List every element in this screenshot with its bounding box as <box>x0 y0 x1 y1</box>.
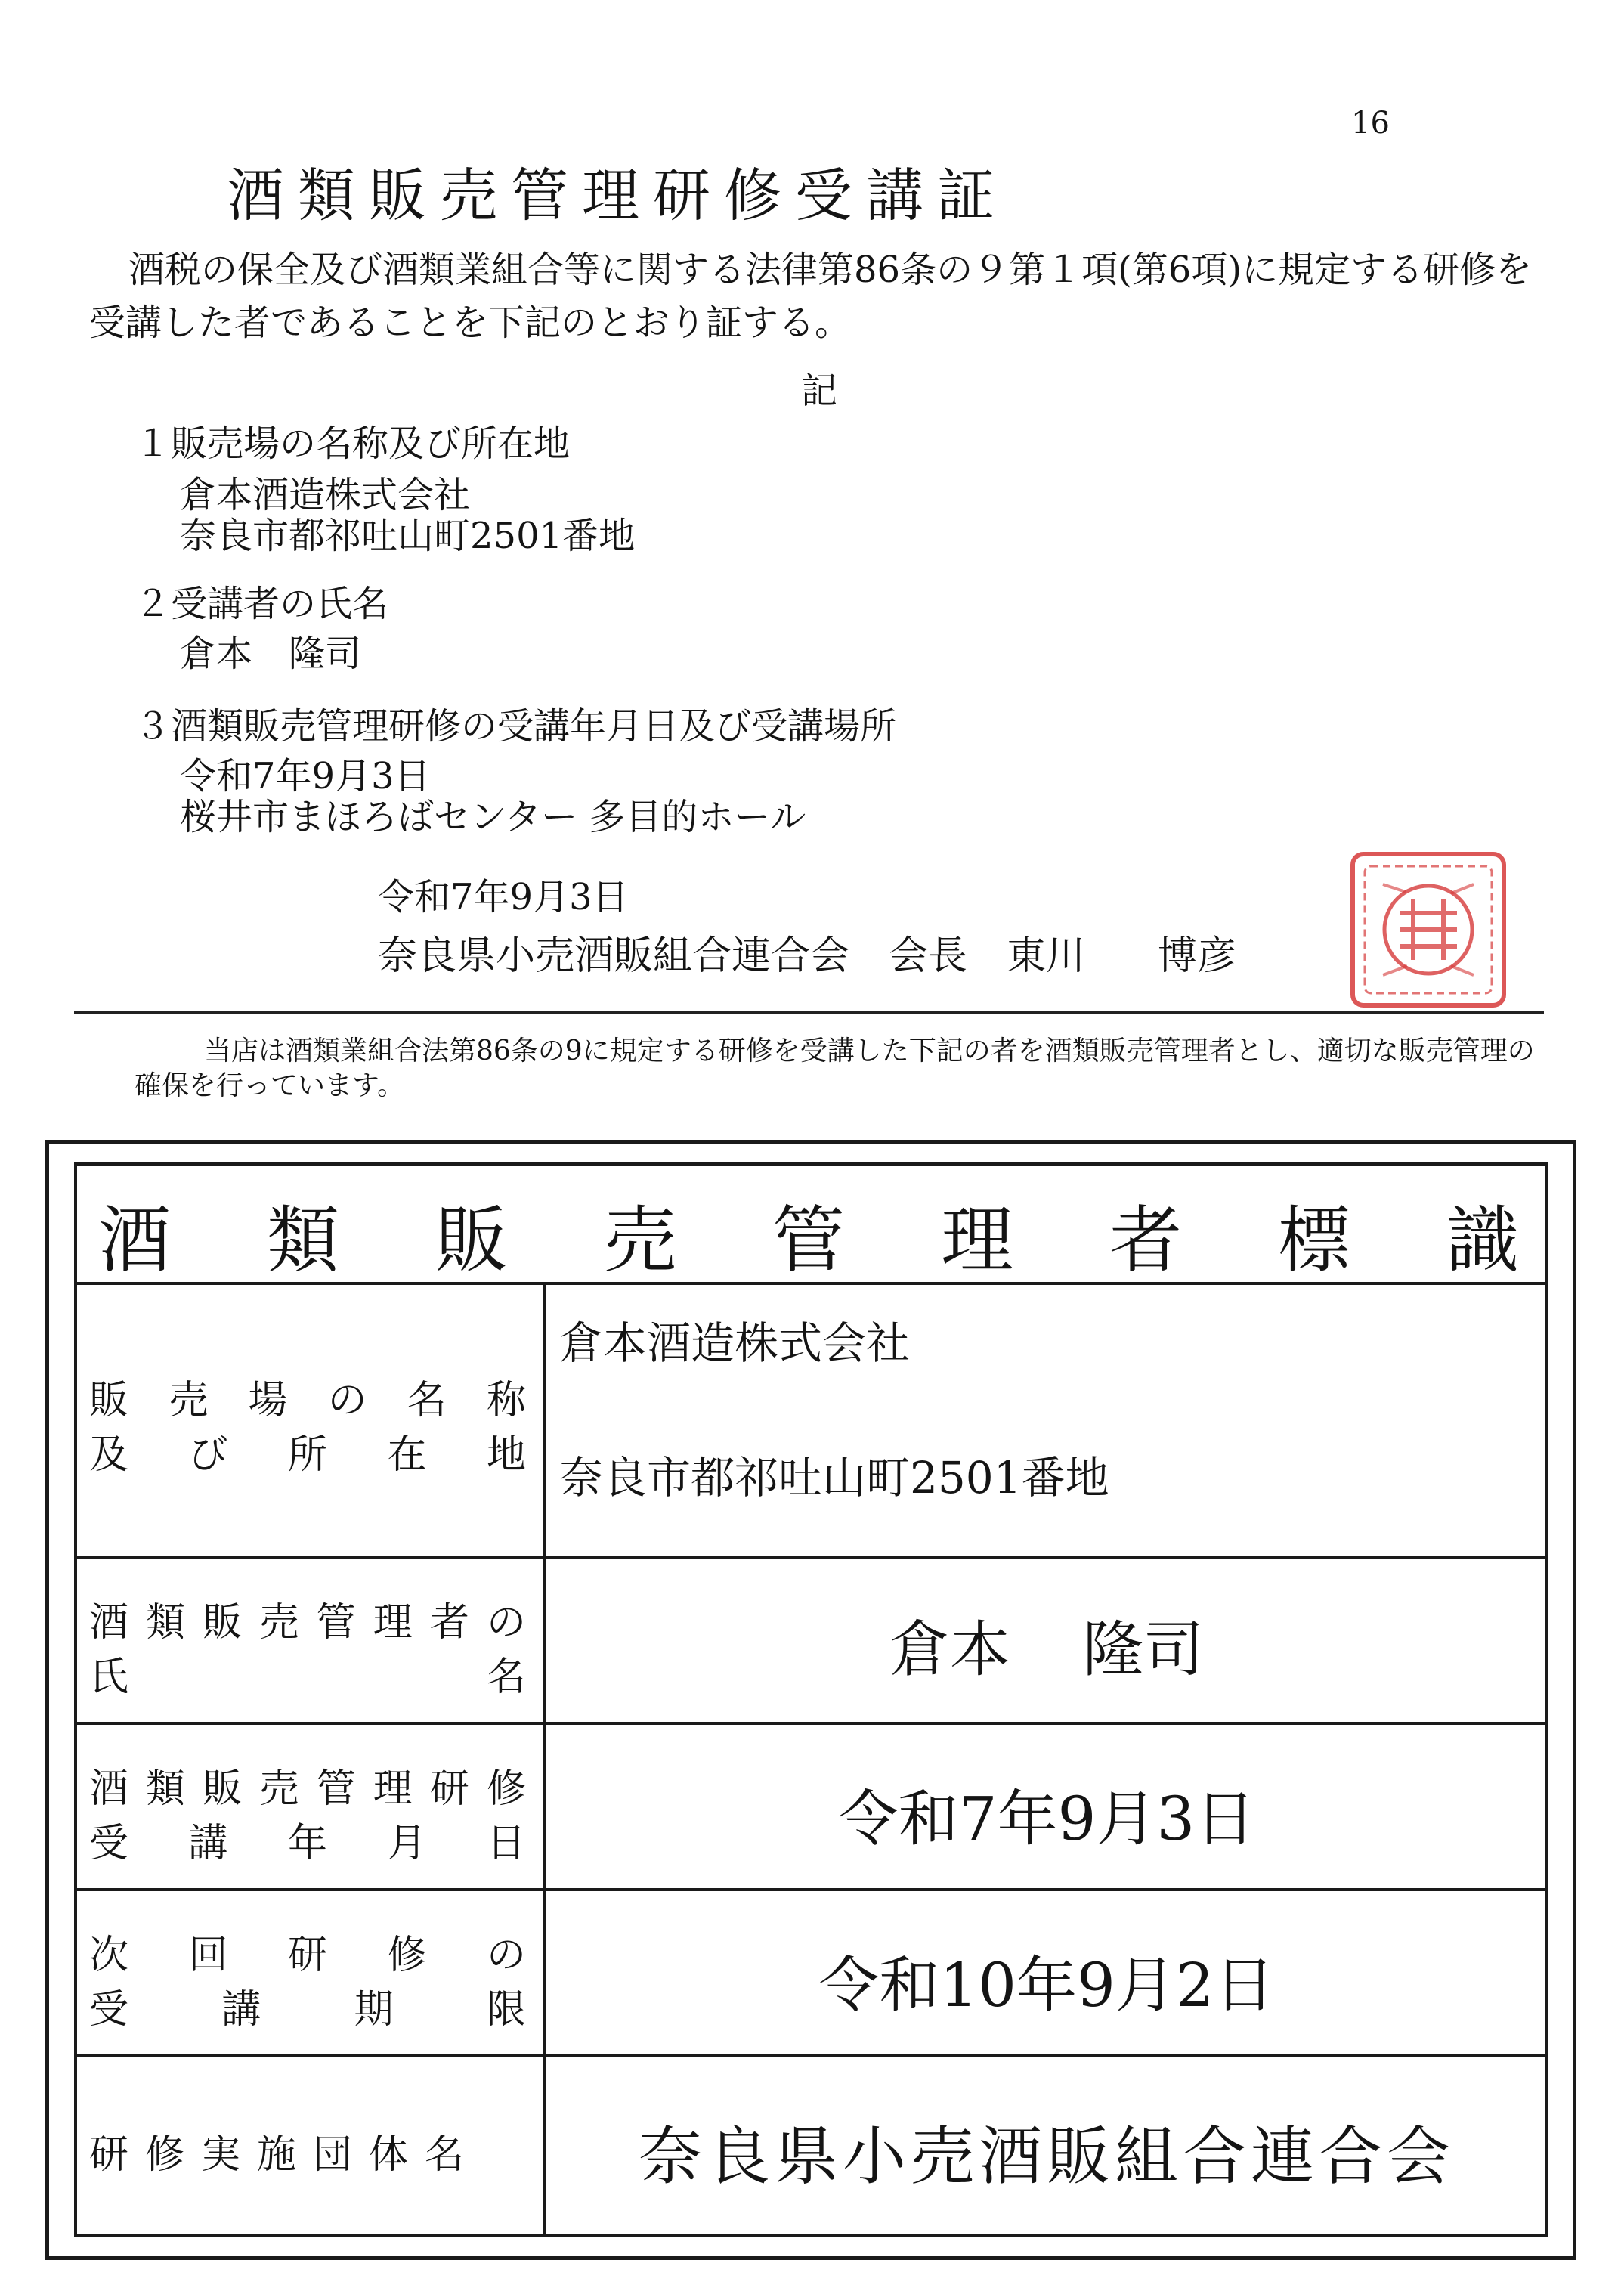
manager-surname: 倉本 <box>889 1614 1010 1685</box>
label-char: 修 <box>387 1933 427 1978</box>
sign-row-divider <box>74 1888 1548 1891</box>
label-char: 酒 <box>89 1600 129 1645</box>
org-label: 研修実施団体名 <box>89 2132 481 2178</box>
label-char: 類 <box>146 1600 186 1645</box>
label-char: 販 <box>203 1766 243 1812</box>
section-1-heading: １販売場の名称及び所在地 <box>135 423 571 465</box>
label-char: 受 <box>89 1821 129 1866</box>
ki-heading: 記 <box>801 370 838 412</box>
official-seal-stamp <box>1338 839 1519 1020</box>
certificate-intro-text: 酒税の保全及び酒類業組合等に関する法律第86条の９第１項(第6項)に規定する研修を受講した者であることを下記のとおり証する。 <box>89 249 1533 344</box>
label-char: 在 <box>387 1432 427 1478</box>
section-3-line-1: 令和7年9月3日 <box>180 755 431 797</box>
sign-title-char: 類 <box>267 1198 339 1283</box>
org-value: 奈良県小売酒販組合連合会 <box>638 2119 1455 2193</box>
sign-title-char: 標 <box>1278 1198 1350 1283</box>
label-char: 酒 <box>89 1766 129 1812</box>
page-number: 16 <box>1351 106 1390 141</box>
label-char: 受 <box>89 1987 129 2032</box>
sign-row-divider <box>74 1722 1548 1725</box>
label-char: 年 <box>287 1821 327 1866</box>
label-char: の <box>486 1933 526 1978</box>
store-notice <box>135 1034 1555 1104</box>
certificate-title: 酒類販売管理研修受講証 <box>227 162 1008 229</box>
section-3-line-2: 桜井市まほろばセンター 多目的ホール <box>180 796 806 838</box>
label-char: 月 <box>387 1821 427 1866</box>
deadline-value: 令和10年9月2日 <box>818 1950 1275 2020</box>
label-char: 販 <box>89 1378 129 1423</box>
sign-column-divider <box>543 1285 546 2234</box>
manager-label-line-1 <box>89 1590 526 1647</box>
label-char: 者 <box>429 1600 469 1645</box>
label-char: 理 <box>373 1766 413 1812</box>
issuer-surname: 東川 <box>1007 933 1086 979</box>
label-char: 販 <box>203 1600 243 1645</box>
label-char: 売 <box>169 1378 209 1423</box>
section-1-line-1: 倉本酒造株式会社 <box>180 474 471 516</box>
manager-name-value <box>546 1601 1548 1688</box>
sign-title-char: 管 <box>772 1198 845 1283</box>
label-char: 管 <box>316 1600 356 1645</box>
label-char: 売 <box>259 1766 299 1812</box>
section-divider <box>74 1011 1544 1014</box>
store-notice-text: 当店は酒類業組合法第86条の9に規定する研修を受講した下記の者を酒類販売管理者とし、適切な販売管理の確保を行っています。 <box>135 1036 1535 1101</box>
label-char: 講 <box>188 1821 228 1866</box>
sign-title-char: 販 <box>435 1198 508 1283</box>
sign-row-divider <box>74 2054 1548 2057</box>
label-char: 回 <box>188 1933 228 1978</box>
section-2-heading: ２受講者の氏名 <box>135 583 389 625</box>
label-char: び <box>188 1432 228 1478</box>
label-char: の <box>327 1378 367 1423</box>
training-date-label-line-1 <box>89 1757 526 1813</box>
label-char: 理 <box>373 1600 413 1645</box>
issuer-title: 会長 <box>889 933 968 979</box>
label-char: 日 <box>486 1821 526 1866</box>
sign-title <box>98 1183 1519 1286</box>
label-char: 地 <box>486 1432 526 1478</box>
label-char: 場 <box>248 1378 288 1423</box>
label-char: 及 <box>89 1432 129 1478</box>
store-address-value: 奈良市都祁吐山町2501番地 <box>559 1452 1109 1503</box>
label-char: 名 <box>486 1655 526 1700</box>
label-char: 研 <box>429 1766 469 1812</box>
label-char: 期 <box>354 1987 394 2032</box>
label-char: 研 <box>287 1933 327 1978</box>
manager-given-name: 隆司 <box>1083 1614 1204 1685</box>
sign-title-char: 理 <box>941 1198 1013 1283</box>
training-date-label-line-2 <box>89 1811 526 1868</box>
label-char: 類 <box>146 1766 186 1812</box>
label-char: 次 <box>89 1933 129 1978</box>
sign-title-char: 者 <box>1109 1198 1182 1283</box>
label-char: 氏 <box>89 1655 129 1700</box>
deadline-label-line-2 <box>89 1977 526 2034</box>
training-date-value: 令和7年9月3日 <box>837 1784 1256 1854</box>
label-char: 講 <box>221 1987 261 2032</box>
section-2-line-1: 倉本 隆司 <box>180 633 362 675</box>
label-char: 限 <box>486 1987 526 2032</box>
sign-title-char: 識 <box>1446 1198 1519 1283</box>
label-char: 称 <box>486 1378 526 1423</box>
label-char: 売 <box>259 1600 299 1645</box>
label-char: 修 <box>486 1766 526 1812</box>
issuer-org: 奈良県小売酒販組合連合会 <box>378 933 850 979</box>
section-1-line-2: 奈良市都祁吐山町2501番地 <box>180 515 636 557</box>
store-label-line-1 <box>89 1368 526 1425</box>
label-char: の <box>486 1600 526 1645</box>
store-name-value: 倉本酒造株式会社 <box>559 1317 911 1369</box>
manager-label-line-2 <box>89 1645 526 1701</box>
issue-date: 令和7年9月3日 <box>378 876 629 918</box>
section-3-heading: ３酒類販売管理研修の受講年月日及び受講場所 <box>135 705 897 748</box>
sign-title-char: 売 <box>604 1198 676 1283</box>
label-char: 所 <box>287 1432 327 1478</box>
sign-row-divider <box>74 1556 1548 1559</box>
sign-title-char: 酒 <box>98 1198 171 1283</box>
label-char: 名 <box>407 1378 447 1423</box>
store-label-line-2 <box>89 1423 526 1479</box>
issuer-given-name: 博彦 <box>1158 933 1237 979</box>
certificate-intro <box>89 243 1555 349</box>
issuer-line <box>378 924 1236 980</box>
deadline-label-line-1 <box>89 1923 526 1980</box>
label-char: 管 <box>316 1766 356 1812</box>
